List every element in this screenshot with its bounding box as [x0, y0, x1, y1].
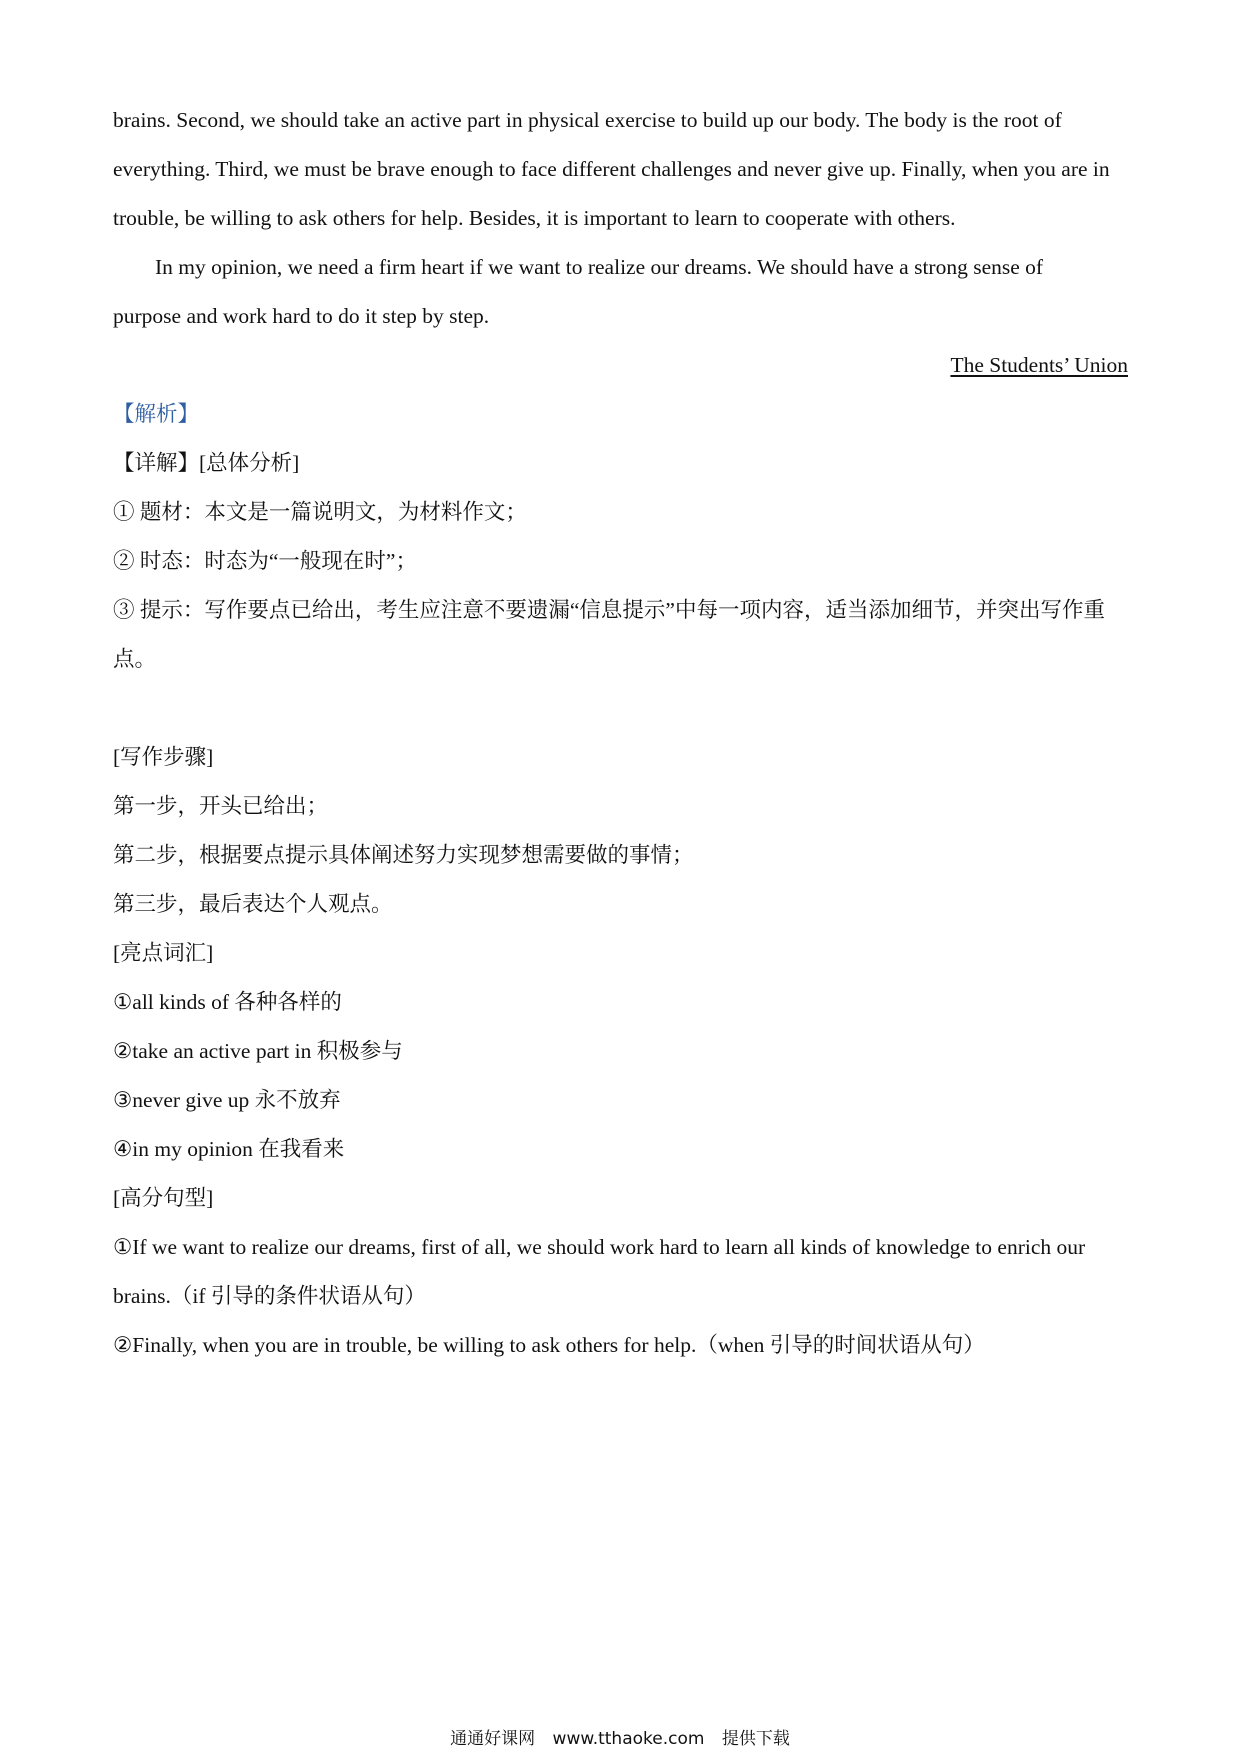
footer-url[interactable]: www.tthaoke.com	[552, 1729, 705, 1749]
step-item: 第三步，最后表达个人观点。	[113, 892, 393, 916]
overview-item: ② 时态：时态为“一般现在时”；	[113, 549, 417, 573]
detail-heading: 【详解】[总体分析]	[113, 451, 300, 475]
essay-line: trouble, be willing to ask others for help. Besides, it is important to learn to cooperate with others.	[113, 206, 956, 230]
step-item: 第二步，根据要点提示具体阐述努力实现梦想需要做的事情；	[113, 843, 694, 867]
overview-item: 点。	[113, 647, 157, 671]
vocab-item: ③never give up 永不放弃	[113, 1088, 341, 1112]
analysis-label: 【解析】	[113, 402, 200, 426]
overview-item: ③ 提示：写作要点已给出，考生应注意不要遗漏“信息提示”中每一项内容，适当添加细节，并突出写作重	[113, 598, 1105, 622]
essay-line: brains. Second, we should take an active part in physical exercise to build up our body. The body is the root of	[113, 108, 1062, 132]
steps-heading: [写作步骤]	[113, 745, 214, 769]
sentence-item: brains.（if 引导的条件状语从句）	[113, 1284, 426, 1308]
vocab-heading: [亮点词汇]	[113, 941, 214, 965]
essay-signature: The Students’ Union	[950, 353, 1128, 377]
footer-site-name: 通通好课网	[450, 1729, 536, 1749]
vocab-item: ②take an active part in 积极参与	[113, 1039, 403, 1063]
step-item: 第一步，开头已给出；	[113, 794, 329, 818]
overview-item: ① 题材：本文是一篇说明文，为材料作文；	[113, 500, 527, 524]
sentence-item: ②Finally, when you are in trouble, be willing to ask others for help.（when 引导的时间状语从句）	[113, 1333, 985, 1357]
essay-line: In my opinion, we need a firm heart if we want to realize our dreams. We should have a strong sense of	[155, 255, 1044, 279]
vocab-item: ①all kinds of 各种各样的	[113, 990, 342, 1014]
footer-suffix: 提供下载	[721, 1729, 790, 1749]
document-page	[113, 96, 1128, 1370]
essay-line: everything. Third, we must be brave enough to face different challenges and never give up. Finally, when you are in	[113, 157, 1110, 181]
page-footer	[0, 1724, 1240, 1749]
sentence-heading: [高分句型]	[113, 1186, 214, 1210]
sentence-item: ①If we want to realize our dreams, first of all, we should work hard to learn all kinds of knowledge to enrich our	[113, 1235, 1086, 1259]
blank-line	[113, 684, 1128, 733]
vocab-item: ④in my opinion 在我看来	[113, 1137, 345, 1161]
essay-line: purpose and work hard to do it step by step.	[113, 304, 490, 328]
